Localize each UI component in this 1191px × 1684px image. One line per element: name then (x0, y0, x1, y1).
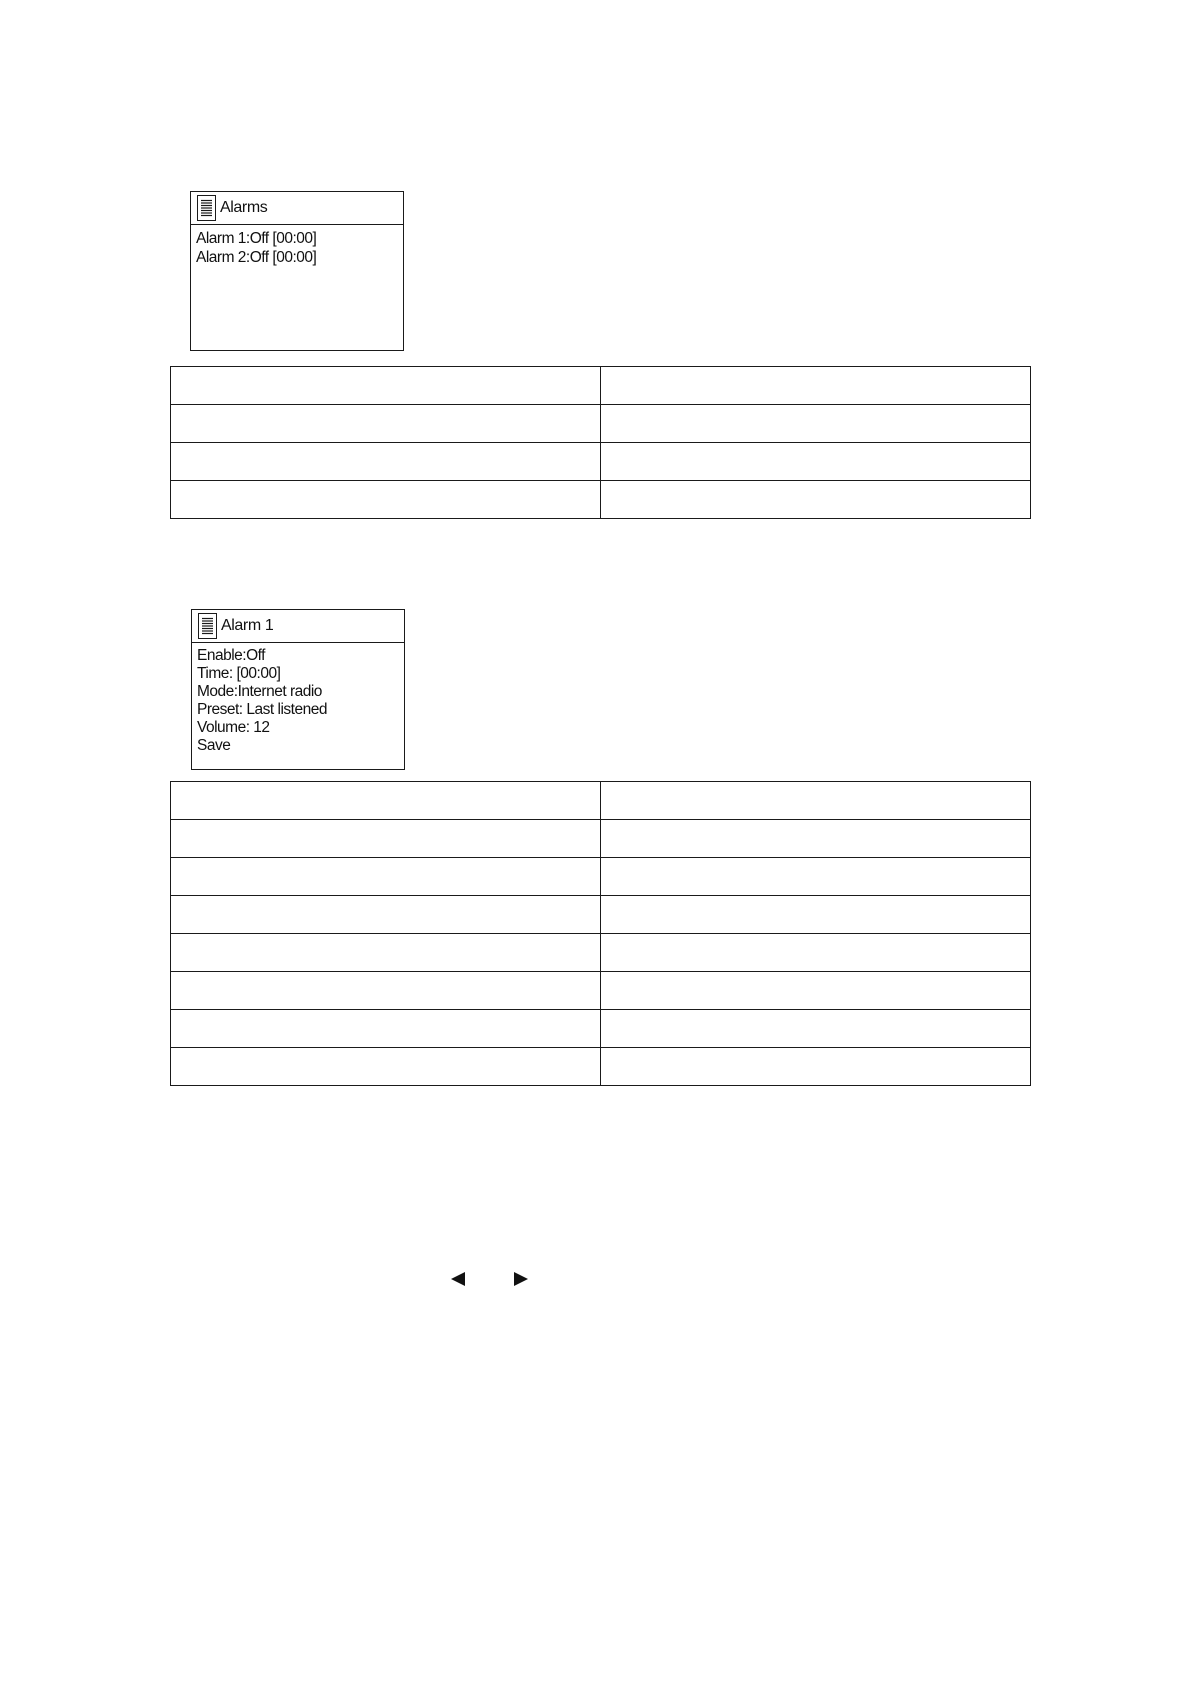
alarm-save-item[interactable]: Save (197, 737, 231, 754)
table-cell (601, 1010, 1031, 1048)
table-cell (601, 1048, 1031, 1086)
table-cell (171, 972, 601, 1010)
table-row (171, 972, 1031, 1010)
alarm-enable-item[interactable]: Enable:Off (197, 647, 265, 664)
alarms-screen-header (191, 192, 403, 225)
table-cell (601, 858, 1031, 896)
table-cell (601, 481, 1031, 519)
right-arrow-icon (514, 1272, 528, 1286)
table-cell (601, 782, 1031, 820)
alarms-list (191, 225, 403, 267)
table-cell (171, 934, 601, 972)
table-row (171, 481, 1031, 519)
table-cell (601, 972, 1031, 1010)
table-cell (171, 858, 601, 896)
menu-list-icon (197, 195, 216, 221)
alarm1-screen-header (192, 610, 404, 643)
alarm1-table (170, 781, 1031, 1086)
table-cell (601, 367, 1031, 405)
table-row (171, 858, 1031, 896)
table-cell (171, 1010, 601, 1048)
table-row (171, 782, 1031, 820)
alarm1-screen-title: Alarm 1 (221, 617, 274, 634)
table-row (171, 1010, 1031, 1048)
alarm-mode-item[interactable]: Mode:Internet radio (197, 683, 322, 700)
alarm1-settings-list (192, 643, 404, 755)
table-cell (171, 820, 601, 858)
table-row (171, 896, 1031, 934)
table-cell (601, 820, 1031, 858)
alarm-time-item[interactable]: Time: [00:00] (197, 665, 281, 682)
table-row (171, 934, 1031, 972)
table-cell (601, 443, 1031, 481)
table-row (171, 1048, 1031, 1086)
table-cell (171, 1048, 601, 1086)
table-cell (171, 896, 601, 934)
table-cell (601, 934, 1031, 972)
alarm1-screen (191, 609, 405, 770)
table-cell (171, 405, 601, 443)
table-row (171, 405, 1031, 443)
table-cell (171, 443, 601, 481)
alarms-table (170, 366, 1031, 519)
alarm-preset-item[interactable]: Preset: Last listened (197, 701, 327, 718)
alarm-list-item[interactable]: Alarm 1:Off [00:00] (196, 230, 317, 247)
table-cell (171, 367, 601, 405)
menu-list-icon (198, 613, 217, 639)
table-cell (171, 782, 601, 820)
alarms-screen (190, 191, 404, 351)
table-cell (601, 896, 1031, 934)
alarm-volume-item[interactable]: Volume: 12 (197, 719, 270, 736)
alarms-screen-title: Alarms (220, 199, 268, 216)
table-row (171, 367, 1031, 405)
table-cell (171, 481, 601, 519)
table-row (171, 820, 1031, 858)
table-cell (601, 405, 1031, 443)
left-arrow-icon (451, 1272, 465, 1286)
table-row (171, 443, 1031, 481)
alarm-list-item[interactable]: Alarm 2:Off [00:00] (196, 249, 317, 266)
